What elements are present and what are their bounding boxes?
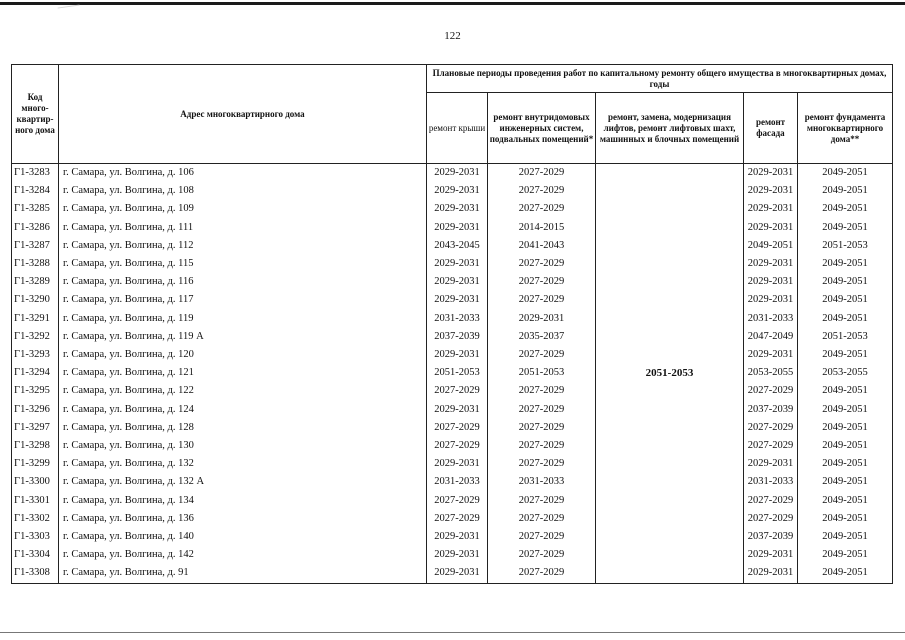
cell-lifts <box>596 273 744 291</box>
cell-lifts <box>596 528 744 546</box>
cell-lifts <box>596 510 744 528</box>
cell-roof: 2029-2031 <box>427 291 488 309</box>
cell-foundation: 2049-2051 <box>798 164 893 183</box>
table-row <box>12 164 893 183</box>
table-row <box>12 419 893 437</box>
cell-lifts <box>596 473 744 491</box>
cell-systems: 2027-2029 <box>488 492 596 510</box>
cell-roof: 2029-2031 <box>427 564 488 583</box>
cell-code: Г1-3293 <box>12 346 59 364</box>
cell-address: г. Самара, ул. Волгина, д. 115 <box>59 255 427 273</box>
cell-roof: 2029-2031 <box>427 255 488 273</box>
cell-code: Г1-3302 <box>12 510 59 528</box>
cell-lifts: 2051-2053 <box>596 364 744 382</box>
table-body <box>12 164 893 584</box>
scan-artifact <box>58 5 81 15</box>
cell-code: Г1-3288 <box>12 255 59 273</box>
cell-facade: 2029-2031 <box>744 455 798 473</box>
page-number: 122 <box>444 30 461 42</box>
cell-facade: 2027-2029 <box>744 419 798 437</box>
cell-foundation: 2049-2051 <box>798 182 893 200</box>
cell-code: Г1-3301 <box>12 492 59 510</box>
cell-systems: 2027-2029 <box>488 164 596 183</box>
cell-facade: 2027-2029 <box>744 510 798 528</box>
cell-lifts <box>596 200 744 218</box>
cell-code: Г1-3296 <box>12 401 59 419</box>
table-row <box>12 437 893 455</box>
cell-facade: 2037-2039 <box>744 528 798 546</box>
cell-systems: 2041-2043 <box>488 237 596 255</box>
cell-code: Г1-3303 <box>12 528 59 546</box>
cell-address: г. Самара, ул. Волгина, д. 132 <box>59 455 427 473</box>
cell-address: г. Самара, ул. Волгина, д. 116 <box>59 273 427 291</box>
table-row <box>12 291 893 309</box>
table-row <box>12 510 893 528</box>
cell-code: Г1-3286 <box>12 219 59 237</box>
table-row <box>12 364 893 382</box>
cell-systems: 2027-2029 <box>488 382 596 400</box>
table-row <box>12 255 893 273</box>
cell-roof: 2029-2031 <box>427 455 488 473</box>
cell-systems: 2027-2029 <box>488 346 596 364</box>
header-engineering-systems: ремонт внутридомовых инженерных систем, подвальных помещений* <box>488 93 596 164</box>
cell-code: Г1-3299 <box>12 455 59 473</box>
cell-facade: 2029-2031 <box>744 346 798 364</box>
cell-foundation: 2049-2051 <box>798 291 893 309</box>
cell-systems: 2027-2029 <box>488 401 596 419</box>
cell-address: г. Самара, ул. Волгина, д. 119 <box>59 310 427 328</box>
cell-roof: 2029-2031 <box>427 546 488 564</box>
cell-facade: 2031-2033 <box>744 473 798 491</box>
cell-foundation: 2049-2051 <box>798 382 893 400</box>
cell-code: Г1-3294 <box>12 364 59 382</box>
header-code: Код много-квартир-ного дома <box>12 65 59 164</box>
cell-code: Г1-3289 <box>12 273 59 291</box>
header-foundation: ремонт фундамента многоквартирного дома** <box>798 93 893 164</box>
cell-facade: 2047-2049 <box>744 328 798 346</box>
cell-code: Г1-3285 <box>12 200 59 218</box>
cell-code: Г1-3298 <box>12 437 59 455</box>
cell-systems: 2031-2033 <box>488 473 596 491</box>
cell-facade: 2029-2031 <box>744 219 798 237</box>
cell-systems: 2027-2029 <box>488 437 596 455</box>
cell-roof: 2029-2031 <box>427 164 488 183</box>
cell-systems: 2027-2029 <box>488 419 596 437</box>
table-row <box>12 200 893 218</box>
cell-facade: 2027-2029 <box>744 437 798 455</box>
cell-code: Г1-3290 <box>12 291 59 309</box>
cell-roof: 2051-2053 <box>427 364 488 382</box>
cell-facade: 2027-2029 <box>744 492 798 510</box>
table-row <box>12 492 893 510</box>
cell-facade: 2029-2031 <box>744 255 798 273</box>
cell-roof: 2029-2031 <box>427 182 488 200</box>
cell-address: г. Самара, ул. Волгина, д. 108 <box>59 182 427 200</box>
cell-roof: 2029-2031 <box>427 200 488 218</box>
cell-lifts <box>596 164 744 183</box>
cell-lifts <box>596 219 744 237</box>
cell-address: г. Самара, ул. Волгина, д. 120 <box>59 346 427 364</box>
cell-code: Г1-3291 <box>12 310 59 328</box>
cell-address: г. Самара, ул. Волгина, д. 134 <box>59 492 427 510</box>
table-row <box>12 328 893 346</box>
cell-systems: 2027-2029 <box>488 273 596 291</box>
cell-foundation: 2049-2051 <box>798 346 893 364</box>
cell-address: г. Самара, ул. Волгина, д. 112 <box>59 237 427 255</box>
cell-systems: 2029-2031 <box>488 310 596 328</box>
cell-systems: 2027-2029 <box>488 200 596 218</box>
table-row <box>12 528 893 546</box>
cell-facade: 2027-2029 <box>744 382 798 400</box>
cell-code: Г1-3297 <box>12 419 59 437</box>
cell-systems: 2051-2053 <box>488 364 596 382</box>
cell-lifts <box>596 455 744 473</box>
cell-roof: 2027-2029 <box>427 437 488 455</box>
cell-foundation: 2049-2051 <box>798 255 893 273</box>
cell-address: г. Самара, ул. Волгина, д. 124 <box>59 401 427 419</box>
cell-code: Г1-3284 <box>12 182 59 200</box>
header-planned-periods: Плановые периоды проведения работ по капитальному ремонту общего имущества в многоквартирных домах, годы <box>427 65 893 93</box>
cell-systems: 2027-2029 <box>488 528 596 546</box>
cell-systems: 2027-2029 <box>488 546 596 564</box>
cell-lifts <box>596 328 744 346</box>
cell-foundation: 2049-2051 <box>798 401 893 419</box>
cell-address: г. Самара, ул. Волгина, д. 132 А <box>59 473 427 491</box>
cell-code: Г1-3283 <box>12 164 59 183</box>
cell-address: г. Самара, ул. Волгина, д. 136 <box>59 510 427 528</box>
cell-facade: 2037-2039 <box>744 401 798 419</box>
cell-foundation: 2049-2051 <box>798 200 893 218</box>
cell-roof: 2027-2029 <box>427 510 488 528</box>
cell-lifts <box>596 564 744 583</box>
cell-lifts <box>596 492 744 510</box>
cell-foundation: 2049-2051 <box>798 510 893 528</box>
cell-lifts <box>596 310 744 328</box>
top-border-rule <box>0 2 905 5</box>
bottom-rule <box>0 632 905 633</box>
table-row <box>12 382 893 400</box>
cell-address: г. Самара, ул. Волгина, д. 109 <box>59 200 427 218</box>
cell-code: Г1-3287 <box>12 237 59 255</box>
cell-address: г. Самара, ул. Волгина, д. 117 <box>59 291 427 309</box>
cell-address: г. Самара, ул. Волгина, д. 91 <box>59 564 427 583</box>
cell-systems: 2027-2029 <box>488 182 596 200</box>
cell-foundation: 2051-2053 <box>798 328 893 346</box>
table-row <box>12 219 893 237</box>
cell-lifts <box>596 346 744 364</box>
cell-code: Г1-3308 <box>12 564 59 583</box>
table-row <box>12 564 893 583</box>
table-row <box>12 273 893 291</box>
cell-roof: 2027-2029 <box>427 382 488 400</box>
cell-systems: 2035-2037 <box>488 328 596 346</box>
cell-lifts <box>596 291 744 309</box>
cell-address: г. Самара, ул. Волгина, д. 142 <box>59 546 427 564</box>
capital-repair-table <box>11 64 893 584</box>
cell-code: Г1-3292 <box>12 328 59 346</box>
table-row <box>12 237 893 255</box>
cell-foundation: 2049-2051 <box>798 564 893 583</box>
cell-systems: 2027-2029 <box>488 510 596 528</box>
cell-roof: 2029-2031 <box>427 219 488 237</box>
table-row <box>12 401 893 419</box>
cell-foundation: 2049-2051 <box>798 546 893 564</box>
cell-foundation: 2053-2055 <box>798 364 893 382</box>
cell-facade: 2029-2031 <box>744 546 798 564</box>
cell-facade: 2031-2033 <box>744 310 798 328</box>
header-lifts: ремонт, замена, модернизация лифтов, ремонт лифтовых шахт, машинных и блочных помещений <box>596 93 744 164</box>
cell-lifts <box>596 419 744 437</box>
cell-foundation: 2049-2051 <box>798 473 893 491</box>
cell-foundation: 2049-2051 <box>798 219 893 237</box>
cell-facade: 2029-2031 <box>744 291 798 309</box>
cell-facade: 2029-2031 <box>744 182 798 200</box>
cell-lifts <box>596 401 744 419</box>
cell-address: г. Самара, ул. Волгина, д. 106 <box>59 164 427 183</box>
cell-address: г. Самара, ул. Волгина, д. 122 <box>59 382 427 400</box>
cell-address: г. Самара, ул. Волгина, д. 119 А <box>59 328 427 346</box>
table-row <box>12 346 893 364</box>
cell-roof: 2027-2029 <box>427 419 488 437</box>
cell-systems: 2027-2029 <box>488 455 596 473</box>
header-address: Адрес многоквартирного дома <box>59 65 427 164</box>
table-row <box>12 182 893 200</box>
cell-foundation: 2051-2053 <box>798 237 893 255</box>
cell-facade: 2029-2031 <box>744 164 798 183</box>
cell-address: г. Самара, ул. Волгина, д. 121 <box>59 364 427 382</box>
cell-code: Г1-3304 <box>12 546 59 564</box>
cell-lifts <box>596 382 744 400</box>
cell-address: г. Самара, ул. Волгина, д. 140 <box>59 528 427 546</box>
cell-roof: 2029-2031 <box>427 273 488 291</box>
cell-roof: 2029-2031 <box>427 346 488 364</box>
cell-foundation: 2049-2051 <box>798 437 893 455</box>
cell-code: Г1-3295 <box>12 382 59 400</box>
cell-foundation: 2049-2051 <box>798 455 893 473</box>
cell-lifts <box>596 437 744 455</box>
cell-address: г. Самара, ул. Волгина, д. 128 <box>59 419 427 437</box>
cell-roof: 2029-2031 <box>427 528 488 546</box>
cell-foundation: 2049-2051 <box>798 310 893 328</box>
cell-facade: 2029-2031 <box>744 273 798 291</box>
header-roof: ремонт крыши <box>427 93 488 164</box>
cell-foundation: 2049-2051 <box>798 419 893 437</box>
cell-roof: 2037-2039 <box>427 328 488 346</box>
cell-foundation: 2049-2051 <box>798 528 893 546</box>
cell-roof: 2027-2029 <box>427 492 488 510</box>
cell-facade: 2029-2031 <box>744 200 798 218</box>
cell-facade: 2029-2031 <box>744 564 798 583</box>
table-row <box>12 455 893 473</box>
cell-facade: 2049-2051 <box>744 237 798 255</box>
cell-systems: 2027-2029 <box>488 564 596 583</box>
cell-lifts <box>596 546 744 564</box>
cell-foundation: 2049-2051 <box>798 492 893 510</box>
cell-foundation: 2049-2051 <box>798 273 893 291</box>
cell-systems: 2027-2029 <box>488 291 596 309</box>
cell-roof: 2031-2033 <box>427 473 488 491</box>
table-row <box>12 473 893 491</box>
cell-roof: 2031-2033 <box>427 310 488 328</box>
cell-roof: 2029-2031 <box>427 401 488 419</box>
table-row <box>12 310 893 328</box>
cell-lifts <box>596 237 744 255</box>
cell-lifts <box>596 182 744 200</box>
cell-roof: 2043-2045 <box>427 237 488 255</box>
cell-facade: 2053-2055 <box>744 364 798 382</box>
cell-systems: 2014-2015 <box>488 219 596 237</box>
cell-code: Г1-3300 <box>12 473 59 491</box>
cell-address: г. Самара, ул. Волгина, д. 130 <box>59 437 427 455</box>
table-row <box>12 546 893 564</box>
header-facade: ремонт фасада <box>744 93 798 164</box>
cell-lifts <box>596 255 744 273</box>
cell-address: г. Самара, ул. Волгина, д. 111 <box>59 219 427 237</box>
cell-systems: 2027-2029 <box>488 255 596 273</box>
